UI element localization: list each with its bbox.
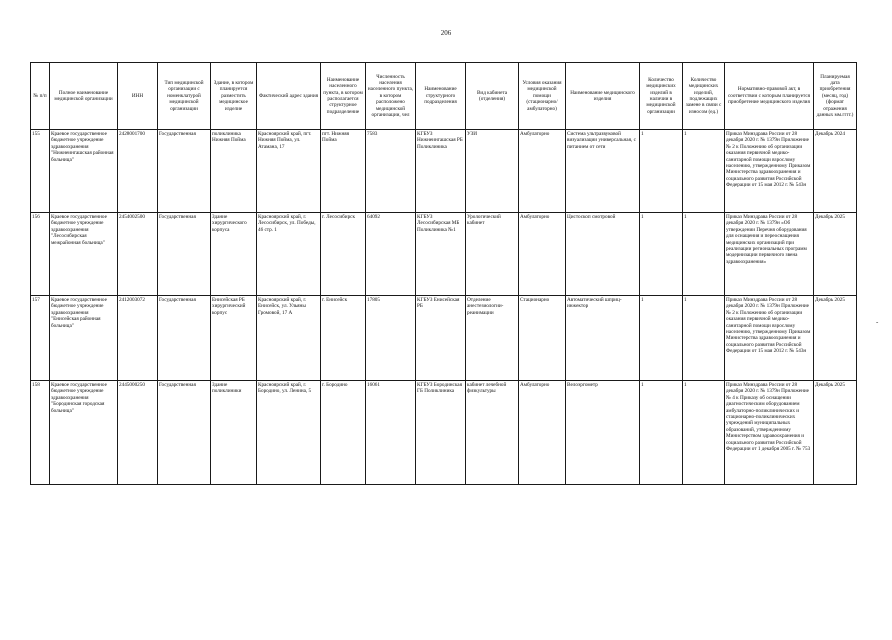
side-mark: - xyxy=(876,318,879,326)
page-number: 206 xyxy=(440,29,452,37)
cell-population: 64092 xyxy=(366,213,416,296)
cell-cabinet: кабинет лечебной физкультуры xyxy=(466,381,519,485)
cell-unit: КГБУЗ Лесосибирская МБ Поликлиника №1 xyxy=(416,213,466,296)
cell-unit: КГБУЗ Нижнеингашская РБ Поликлиника xyxy=(416,130,466,213)
header-population: Численность населения населенного пункта, в котором расположено медицинской организации, чел xyxy=(366,63,416,130)
cell-qty-replace: 1 xyxy=(683,381,725,485)
cell-qty-have: 1 xyxy=(640,381,683,485)
cell-legal-act: Приказ Минздрава России от 28 декабря 2020 г. № 1379н Приложение № 2 к Положению об организации оказания первичной медико-санитарной помощи взрослому населению, утвержденному Приказом Министерства здравоохранения и социального развития Российской Федерации от 15 мая 2012 г. № 543н xyxy=(725,130,814,213)
header-cabinet: Вид кабинета (отделения) xyxy=(466,63,519,130)
cell-date: Декабрь 2025 xyxy=(814,213,857,296)
table-row xyxy=(31,130,857,213)
cell-conditions: Стационарно xyxy=(519,296,566,381)
cell-address: Красноярский край, г. Лесосибирск, ул. Победы, 46 стр. 1 xyxy=(257,213,321,296)
cell-address: Красноярский край, пгт. Нижняя Пойма, ул. Атамана, 17 xyxy=(257,130,321,213)
equipment-table xyxy=(30,62,857,485)
cell-date: Декабрь 2024 xyxy=(814,130,857,213)
cell-org-name: Краевое государственное бюджетное учреждение здравоохранения "Нижнеингашская районная больница" xyxy=(50,130,118,213)
cell-locality: пгт. Нижняя Пойма xyxy=(321,130,366,213)
cell-org-name: Краевое государственное бюджетное учреждение здравоохранения "Лесосибирская межрайонная больница" xyxy=(50,213,118,296)
cell-conditions: Амбулаторно xyxy=(519,381,566,485)
cell-org-type: Государственная xyxy=(158,296,211,381)
cell-unit: КГБУЗ Енисейская РБ xyxy=(416,296,466,381)
cell-locality: г. Енисейск xyxy=(321,296,366,381)
cell-device: Велоэргометр xyxy=(566,381,640,485)
cell-legal-act: Приказ Минздрава России от 28 декабря 2020 г. № 1379н Приложение № 2 к Положению об организации оказания первичной медико-санитарной помощи взрослому населению, утвержденному Приказом Министерства здравоохранения и социального развития Российской Федерации от 15 мая 2012 г. № 543н xyxy=(725,296,814,381)
header-locality: Наименование населенного пункта, в котором располагается структурное подразделение xyxy=(321,63,366,130)
cell-building: поликлиника Нижняя Пойма xyxy=(211,130,257,213)
cell-device: Цистоскоп смотровой xyxy=(566,213,640,296)
cell-num: 155 xyxy=(31,130,50,213)
table-row xyxy=(31,213,857,296)
cell-population: 17805 xyxy=(366,296,416,381)
cell-building: Здание поликлиники xyxy=(211,381,257,485)
cell-org-name: Краевое государственное бюджетное учреждение здравоохранения "Бородинская городская больница" xyxy=(50,381,118,485)
header-date: Планируемая дата приобретения (месяц, год) (формат отражения данных мм.гггг.) xyxy=(814,63,857,130)
cell-org-type: Государственная xyxy=(158,213,211,296)
header-inn: ИНН xyxy=(118,63,158,130)
cell-unit: КГБУЗ Бородинская ГБ Поликлиника xyxy=(416,381,466,485)
cell-inn: 2428001700 xyxy=(118,130,158,213)
cell-address: Красноярский край, г. Бородино, ул. Ленина, 5 xyxy=(257,381,321,485)
cell-num: 158 xyxy=(31,381,50,485)
cell-locality: г. Бородино xyxy=(321,381,366,485)
cell-date: Декабрь 2025 xyxy=(814,381,857,485)
cell-inn: 2445000250 xyxy=(118,381,158,485)
cell-population: 16061 xyxy=(366,381,416,485)
header-org-type: Тип медицинской организации с номенклатурой медицинской организации xyxy=(158,63,211,130)
header-building: Здание, в котором планируется разместить медицинское изделие xyxy=(211,63,257,130)
cell-conditions: Амбулаторно xyxy=(519,130,566,213)
header-org-name: Полное наименование медицинской организации xyxy=(50,63,118,130)
cell-cabinet: Отделение анестезиологии-реанимации xyxy=(466,296,519,381)
cell-org-name: Краевое государственное бюджетное учреждение здравоохранения "Енисейская районная больница" xyxy=(50,296,118,381)
cell-locality: г. Лесосибирск xyxy=(321,213,366,296)
cell-num: 156 xyxy=(31,213,50,296)
header-address: Фактический адрес здания xyxy=(257,63,321,130)
header-qty-have: Количество медицинских изделий в наличии в медицинской организации xyxy=(640,63,683,130)
cell-building: Енисейская РБ хирургический корпус xyxy=(211,296,257,381)
cell-inn: 2454002500 xyxy=(118,213,158,296)
table-header-row xyxy=(31,63,857,130)
cell-qty-replace: 1 xyxy=(683,296,725,381)
cell-conditions: Амбулаторно xyxy=(519,213,566,296)
cell-num: 157 xyxy=(31,296,50,381)
cell-cabinet: Урологический кабинет xyxy=(466,213,519,296)
cell-legal-act: Приказ Минздрава России от 28 декабря 2020 г. № 1379н Приложение № 4 к Приказу об оснащении диагностическим оборудованием амбулаторно-поликлинических и стационарно-поликлинических учреждений муниципальных образований, утвержденному Министерством здравоохранения и социального развития Российской Федерации от 1 декабря 2005 г. № 753 xyxy=(725,381,814,485)
header-device: Наименование медицинского изделия xyxy=(566,63,640,130)
table-row xyxy=(31,381,857,485)
cell-qty-have: 1 xyxy=(640,296,683,381)
header-unit: Наименование структурного подразделения xyxy=(416,63,466,130)
header-legal-act: Нормативно-правовой акт, в соответствии с которым планируется приобретение медицинского изделия xyxy=(725,63,814,130)
cell-address: Красноярский край, г. Енисейск, ул. Ульяны Громовой, 17 А xyxy=(257,296,321,381)
cell-date: Декабрь 2025 xyxy=(814,296,857,381)
cell-inn: 2412003072 xyxy=(118,296,158,381)
cell-device: Автоматический шприц-инжектор xyxy=(566,296,640,381)
cell-qty-replace: 1 xyxy=(683,213,725,296)
cell-cabinet: УЗИ xyxy=(466,130,519,213)
cell-org-type: Государственная xyxy=(158,381,211,485)
cell-legal-act: Приказ Минздрава России от 28 декабря 2020 г. № 1379н «Об утверждении Перечня оборудования для оснащения и переоснащения медицинских организаций при реализации региональных программ модернизации первичного звена здравоохранения» xyxy=(725,213,814,296)
cell-device: Система ультразвуковой визуализации универсальная, с питанием от сети xyxy=(566,130,640,213)
table-row xyxy=(31,296,857,381)
header-conditions: Условия оказания медицинской помощи (стационарно/амбулаторно) xyxy=(519,63,566,130)
cell-qty-have: 1 xyxy=(640,213,683,296)
cell-population: 7583 xyxy=(366,130,416,213)
header-num: № п/п xyxy=(31,63,50,130)
cell-qty-replace: 1 xyxy=(683,130,725,213)
cell-building: Здание хирургического корпуса xyxy=(211,213,257,296)
cell-qty-have: 1 xyxy=(640,130,683,213)
header-qty-replace: Количество медицинских изделий, подлежащих замене в связи с износом (ед.) xyxy=(683,63,725,130)
cell-org-type: Государственная xyxy=(158,130,211,213)
